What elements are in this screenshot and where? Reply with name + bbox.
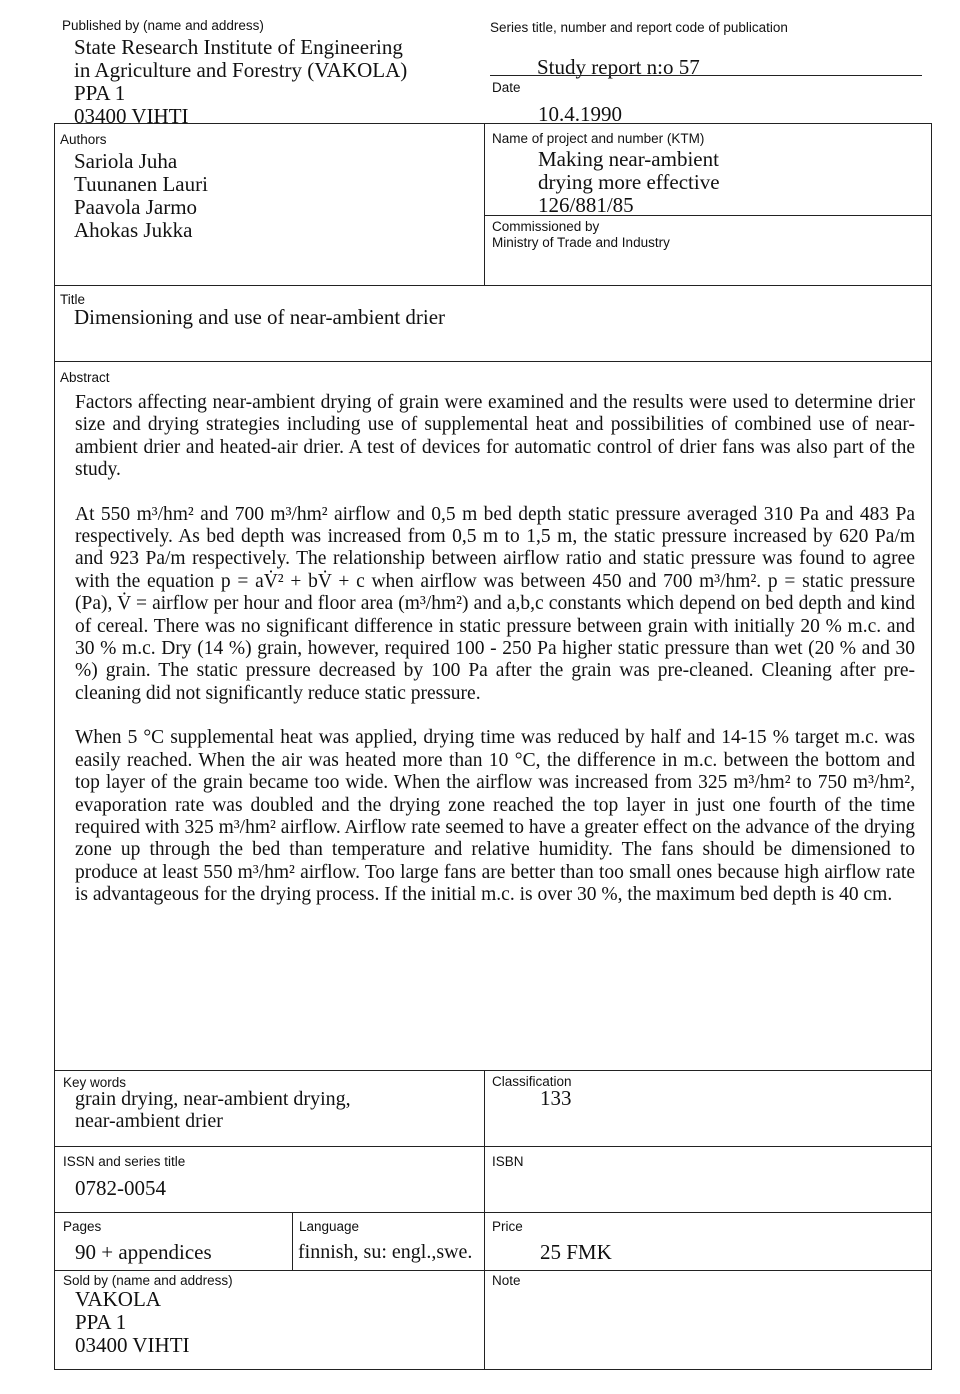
- bottom-table-top-border: [54, 1070, 932, 1071]
- language-label: Language: [299, 1219, 360, 1234]
- commissioned-label: Commissioned by: [492, 219, 600, 234]
- box-right-border: [931, 123, 932, 1070]
- project-line: Making near-ambient: [538, 147, 719, 171]
- bottom-table-bottom-border: [54, 1369, 932, 1370]
- authors-label: Authors: [60, 132, 107, 147]
- project-line: 126/881/85: [538, 193, 634, 217]
- series-label: Series title, number and report code of publication: [490, 20, 788, 35]
- abstract-body: [75, 392, 915, 907]
- series-underline: [490, 75, 922, 76]
- sold-by-address: [75, 1288, 190, 1357]
- author-name: Ahokas Jukka: [74, 218, 193, 242]
- price-label: Price: [492, 1219, 523, 1234]
- publisher-label: Published by (name and address): [62, 18, 264, 33]
- issn-value: 0782-0054: [75, 1176, 166, 1200]
- box-left-border: [54, 123, 55, 1070]
- series-value: Study report n:o 57: [537, 55, 700, 79]
- author-name: Paavola Jarmo: [74, 195, 198, 219]
- price-value: 25 FMK: [540, 1240, 612, 1264]
- pages-label: Pages: [63, 1219, 102, 1234]
- issn-label: ISSN and series title: [63, 1154, 186, 1169]
- author-name: Sariola Juha: [74, 149, 178, 173]
- row-divider-3: [54, 1270, 932, 1271]
- pages-language-divider: [292, 1212, 293, 1270]
- project-label: Name of project and number (KTM): [492, 131, 705, 146]
- author-name: Tuunanen Lauri: [74, 172, 208, 196]
- note-label: Note: [492, 1273, 521, 1288]
- bottom-right-border: [931, 1070, 932, 1370]
- abstract-paragraph: When 5 °C supplemental heat was applied, drying time was reduced by half and 14-15 % target m.c. was easily reached. When the air was heated more than 10 °C, the difference in m.c. between the bottom and top layer of the grain became too wide. When the airflow was increased from 325 m³/hm² to 750 m³/hm², evaporation rate was doubled and the drying zone reached the top layer in just one fourth of the time required with 325 m³/hm² airflow. Airflow rate seemed to have a greater effect on the advance of the drying zone up through the bed than temperature and relative humidity. The fans should be dimensioned to produce at least 550 m³/hm² airflow. Too large fans are better than too small ones because high airflow rate is advantageous for the drying process. If the initial m.c. is over 30 %, the maximum bed depth is 40 cm.: [75, 727, 915, 906]
- abstract-label: Abstract: [60, 370, 110, 385]
- top-column-divider: [484, 123, 485, 285]
- sold-by-label: Sold by (name and address): [63, 1273, 233, 1288]
- keywords-label: Key words: [63, 1075, 127, 1090]
- sold-by-line: 03400 VIHTI: [75, 1333, 190, 1357]
- abstract-paragraph: At 550 m³/hm² and 700 m³/hm² airflow and 0,5 m bed depth static pressure averaged 310 Pa and 483 Pa respectively. As bed depth was increased from 0,5 m to 1,5 m, the static pressure increased by 620 Pa/m and 923 Pa/m respectively. The relationship between airflow ratio and static pressure was found to agree with the equation p = aV̇² + bV̇ + c when airflow was between 450 and 700 m³/hm². p = static pressure (Pa), V̇ = airflow per hour and floor area (m³/hm²) and a,b,c constants which depend on bed depth and kind of cereal. There was no significant difference in static pressure between grain with initially 20 % m.c. and 30 % m.c. Dry (14 %) grain, however, required 100 - 250 Pa higher static pressure than wet (20 % and 30 %) grain. The static pressure decreased by 100 Pa after the grain was pre-cleaned. Cleaning after pre-cleaning did not significantly reduce static pressure.: [75, 503, 915, 704]
- title-label: Title: [60, 292, 86, 307]
- bottom-left-border: [54, 1070, 55, 1370]
- commissioned-divider: [484, 215, 932, 216]
- title-divider: [54, 285, 932, 286]
- authors-list: [74, 150, 208, 242]
- box-top-border: [54, 123, 932, 124]
- publisher-address: [74, 36, 407, 128]
- date-label: Date: [492, 80, 521, 95]
- project-line: drying more effective: [538, 170, 720, 194]
- isbn-label: ISBN: [492, 1154, 524, 1169]
- classification-label: Classification: [492, 1074, 572, 1089]
- keywords-line: grain drying, near-ambient drying,: [75, 1088, 351, 1110]
- publisher-line: PPA 1: [74, 81, 126, 105]
- row-divider-2: [54, 1212, 932, 1213]
- abstract-divider: [54, 361, 932, 362]
- abstract-paragraph: Factors affecting near-ambient drying of grain were examined and the results were used to determine drier size and drying strategies including use of supplemental heat and possibilities of combined use of near-ambient drier and heated-air drier. A test of devices for automatic control of drier fans was also part of the study.: [75, 392, 915, 481]
- publisher-line: in Agriculture and Forestry (VAKOLA): [74, 58, 408, 82]
- keywords-value: [75, 1088, 351, 1132]
- pages-value: 90 + appendices: [75, 1240, 212, 1264]
- date-value: 10.4.1990: [538, 102, 622, 126]
- commissioned-value: Ministry of Trade and Industry: [492, 235, 670, 250]
- publisher-line: 03400 VIHTI: [74, 104, 189, 128]
- document-title: Dimensioning and use of near-ambient drier: [74, 305, 446, 329]
- sold-by-line: PPA 1: [75, 1310, 127, 1334]
- bottom-column-divider: [484, 1070, 485, 1370]
- project-name: [538, 148, 720, 217]
- publisher-line: State Research Institute of Engineering: [74, 35, 403, 59]
- language-value: finnish, su: engl.,swe.: [298, 1241, 473, 1263]
- row-divider-1: [54, 1146, 932, 1147]
- classification-value: 133: [540, 1086, 572, 1110]
- sold-by-line: VAKOLA: [75, 1287, 161, 1311]
- keywords-line: near-ambient drier: [75, 1110, 223, 1132]
